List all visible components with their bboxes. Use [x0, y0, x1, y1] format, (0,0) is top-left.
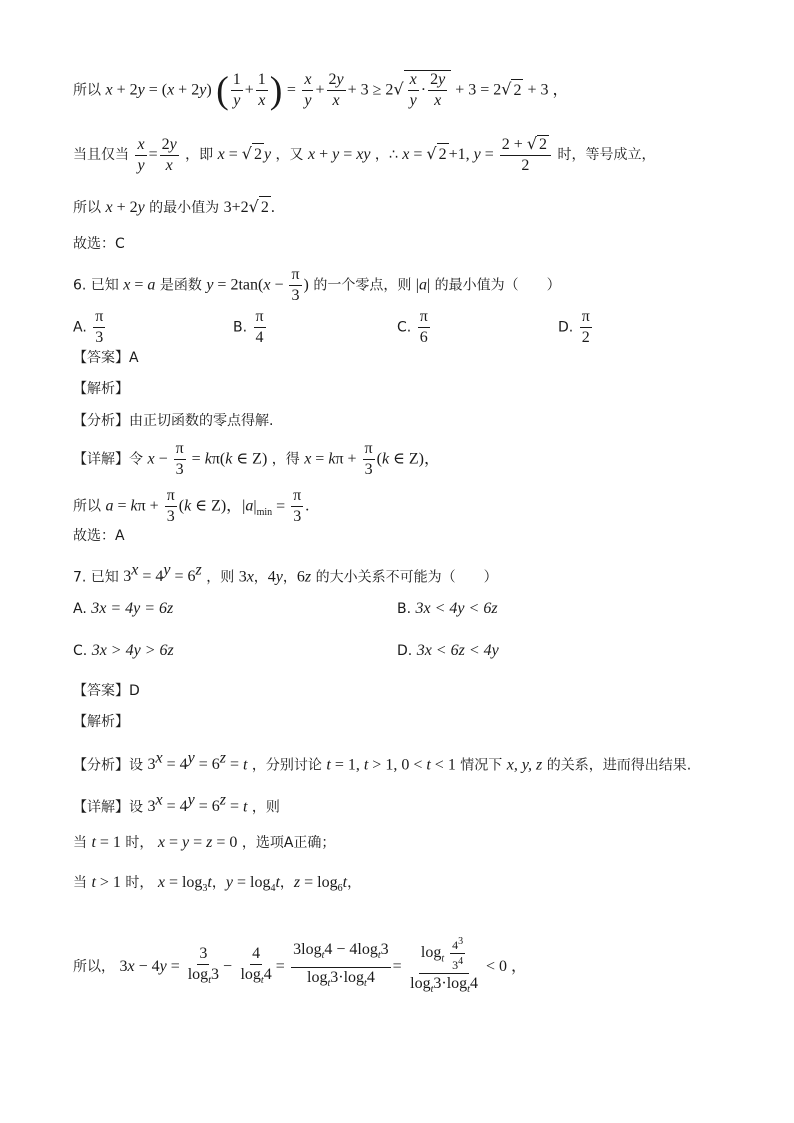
option-7-d[interactable]: D. 3x < 6z < 4y	[397, 642, 499, 659]
question-6: 6. 已知 x = a 是函数 y = 2tan(x − $\frac{\pi}{3}$ ) 的一个零点，则 |a| 的最小值为（ ）	[73, 266, 561, 304]
solution-line-3: 所以 x + 2y 的最小值为 3+2√ 2 .	[73, 196, 275, 219]
detail-7: 【详解】设 $3^x = 4^y = 6^z = t$ ，则	[73, 792, 280, 816]
analysis-7: 【解析】	[73, 714, 129, 730]
option-7-c[interactable]: C. 3x > 4y > 6z	[73, 642, 174, 659]
option-6-d[interactable]: D. $\frac{\pi}{2}$	[558, 308, 590, 346]
fenxi-6: 【分析】由正切函数的零点得解.	[73, 413, 274, 429]
fenxi-7: 【分析】设 $3^x = 4^y = 6^z = t$ ，分别讨论 t = 1, t > 1, 0 < t < 1 情况下 x, y, z 的关系，进而得出结果.	[73, 750, 692, 774]
question-7: 7. 已知 $3^x = 4^y = 6^z$ ，则 3x，4y，6z 的大小关系不可能为（ ）	[73, 562, 498, 586]
solution-line-1: 所以 x + 2y = (x + 2y) ( $\frac{1}{y}$ + $\frac{1}{x}$ ) = $\frac{x}{y}$ + $\frac{2y}{x}$ + 3 ≥ 2√ $\frac{x}{y}$ · $\frac{2y}{x}$ + 3 = 2√ 2 + 3 ，	[73, 69, 569, 112]
answer-6: 【答案】A	[73, 350, 139, 366]
so-7: 所以， 3x − 4y = $\frac{3}{\log_t3}$ − $\frac{4}{\log_t4}$ = $\frac{3\log_t4 - 4\log_t3}{\log_t3\cdot\log_t4}$ = $\log_t$ $\frac{4^3}{3^4}$ $\log_t3\cdot\log_t4$ < 0 ，	[73, 936, 527, 996]
formula: x	[105, 81, 113, 99]
line1-prefix: 所以	[73, 82, 101, 99]
solution-line-2: 当且仅当 $\frac{x}{y}$ = $\frac{2y}{x}$ ，即 x = √ 2 y ，又 x + y = xy ，∴ x = √ 2 +1, y = $\frac{2 + √ 2}{2}$ 时，等号成立，	[73, 134, 656, 174]
choose-c: 故选：C	[73, 236, 125, 252]
option-6-c[interactable]: C. $\frac{\pi}{6}$	[397, 308, 428, 346]
line2-prefix: 当且仅当	[73, 147, 129, 163]
case-1: 当 t = 1 时， x = y = z = 0 ，选项A正确；	[73, 834, 336, 851]
detail-6: 【详解】令 x − $\frac{\pi}{3}$ = kπ(k ∈ Z) ，得 x = kπ + $\frac{\pi}{3}$ (k ∈ Z)，	[73, 440, 441, 478]
choose-a: 故选：A	[73, 528, 125, 544]
option-7-a[interactable]: A. 3x = 4y = 6z	[73, 600, 174, 617]
option-6-a[interactable]: A. $\frac{\pi}{3}$	[73, 308, 104, 346]
option-6-b[interactable]: B. $\frac{\pi}{4}$	[233, 308, 264, 346]
option-7-b[interactable]: B. 3x < 4y < 6z	[397, 600, 498, 617]
case-2: 当 t > 1 时， $x = \log_3t$，$y = \log_4t$，$z = \log_6t$，	[73, 874, 362, 895]
analysis-6: 【解析】	[73, 381, 129, 397]
answer-7: 【答案】D	[73, 683, 140, 699]
so-6: 所以 a = kπ + $\frac{\pi}{3}$ (k ∈ Z)，$|a|_{min}$ = $\frac{\pi}{3}$ .	[73, 487, 310, 525]
